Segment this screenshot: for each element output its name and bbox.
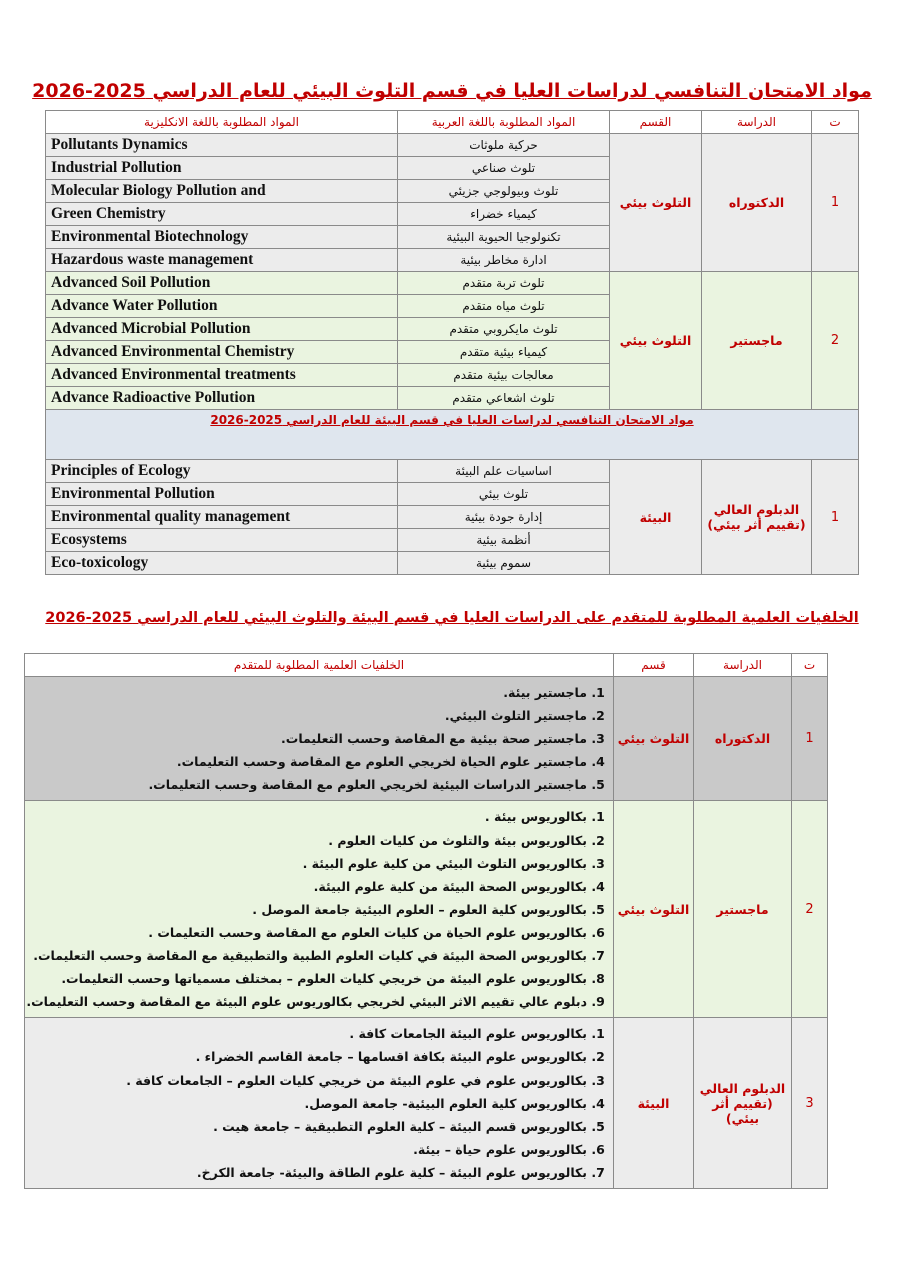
table-header-row <box>25 654 828 677</box>
list-item: 8. بكالوريوس علوم البيئة من خريجي كليات العلوم – بمختلف مسمياتها وحسب التعليمات. <box>29 967 587 990</box>
subject-arabic: إدارة جودة بيئية <box>398 506 610 529</box>
list-item: 1. بكالوريوس بيئة . <box>29 805 587 828</box>
subject-english: Advance Radioactive Pollution <box>46 387 398 410</box>
department-cell: التلوث بيئي <box>610 134 702 272</box>
subject-arabic: تلوث مياه متقدم <box>398 295 610 318</box>
backgrounds-cell <box>25 677 614 801</box>
backgrounds-list <box>29 1022 605 1184</box>
subject-arabic: تلوث اشعاعي متقدم <box>398 387 610 410</box>
subject-english: Molecular Biology Pollution and <box>46 180 398 203</box>
header-number: ت <box>792 654 828 677</box>
list-item: 6. بكالوريوس علوم حياة – بيئة. <box>29 1138 587 1161</box>
subject-english: Advanced Environmental treatments <box>46 364 398 387</box>
row-number: 1 <box>812 134 859 272</box>
row-number: 2 <box>812 272 859 410</box>
subject-arabic: كيمياء خضراء <box>398 203 610 226</box>
department-cell: البيئة <box>614 1018 694 1189</box>
list-item: 2. بكالوريوس علوم البيئة بكافة اقسامها – جامعة القاسم الخضراء . <box>29 1045 587 1068</box>
row-number: 2 <box>792 801 828 1018</box>
department-cell: التلوث بيئي <box>610 272 702 410</box>
subject-arabic: تلوث بيئي <box>398 483 610 506</box>
list-item: 2. ماجستير التلوث البيئي. <box>29 704 587 727</box>
study-cell <box>694 677 792 801</box>
list-item: 5. بكالوريوس كلية العلوم – العلوم البيئية جامعة الموصل . <box>29 898 587 921</box>
list-item: 7. بكالوريوس الصحة البيئة في كليات العلوم الطبية والتطبيقية مع المقاصة وحسب التعليمات. <box>29 944 587 967</box>
study-cell <box>694 1018 792 1189</box>
department-cell: التلوث بيئي <box>614 677 694 801</box>
header-number: ت <box>812 111 859 134</box>
subject-row <box>46 272 859 295</box>
study-label: الدكتوراه <box>714 731 771 747</box>
study-cell <box>694 801 792 1018</box>
backgrounds-cell <box>25 801 614 1018</box>
subject-arabic: تلوث صناعي <box>398 157 610 180</box>
list-item: 1. ماجستير بيئة. <box>29 681 587 704</box>
study-cell: الدكتوراه <box>702 134 812 272</box>
subject-english: Advanced Soil Pollution <box>46 272 398 295</box>
section-subtitle <box>46 410 859 460</box>
subject-arabic: تلوث وبيولوجي جزيئي <box>398 180 610 203</box>
list-item: 3. ماجستير صحة بيئية مع المقاصة وحسب التعليمات. <box>29 727 587 750</box>
subject-english: Advanced Microbial Pollution <box>46 318 398 341</box>
subject-arabic: اساسيات علم البيئة <box>398 460 610 483</box>
study-label: الدبلوم العالي <box>713 502 800 517</box>
background-row <box>25 677 828 801</box>
list-item: 3. بكالوريوس علوم في علوم البيئة من خريجي كليات العلوم – الجامعات كافة . <box>29 1069 587 1092</box>
environment-dept-title: مواد الامتحان التنافسي لدراسات العليا في قسم البيئة للعام الدراسي 2025-2026 <box>210 413 694 427</box>
table-header-row <box>46 111 859 134</box>
study-cell <box>702 460 812 575</box>
subject-arabic: أنظمة بيئية <box>398 529 610 552</box>
subject-arabic: معالجات بيئية متقدم <box>398 364 610 387</box>
background-row <box>25 1018 828 1189</box>
header-study: الدراسة <box>694 654 792 677</box>
list-item: 5. ماجستير الدراسات البيئية لخريجي العلوم مع المقاصة وحسب التعليمات. <box>29 773 587 796</box>
header-study: الدراسة <box>702 111 812 134</box>
list-item: 4. ماجستير علوم الحياة لخريجي العلوم مع المقاصة وحسب التعليمات. <box>29 750 587 773</box>
list-item: 3. بكالوريوس التلوث البيئي من كلية علوم البيئة . <box>29 852 587 875</box>
subject-arabic: تكنولوجيا الحيوية البيئية <box>398 226 610 249</box>
section-subtitle-row <box>46 410 859 460</box>
required-backgrounds-table <box>24 653 828 1189</box>
exam-subjects-table <box>45 110 859 575</box>
study-sublabel: (تقييم أثر بيئي) <box>712 1095 773 1126</box>
subject-row <box>46 460 859 483</box>
subject-english: Green Chemistry <box>46 203 398 226</box>
row-number: 1 <box>792 677 828 801</box>
subject-arabic: تلوث تربة متقدم <box>398 272 610 295</box>
subject-arabic: كيمياء بيئية متقدم <box>398 341 610 364</box>
backgrounds-list <box>26 805 605 1013</box>
header-department: القسم <box>610 111 702 134</box>
list-item: 4. بكالوريوس الصحة البيئة من كلية علوم البيئة. <box>29 875 587 898</box>
header-arabic-subjects: المواد المطلوبة باللغة العربية <box>398 111 610 134</box>
list-item: 9. دبلوم عالي تقييم الاثر البيئي لخريجي بكالوريوس علوم البيئة مع المقاصة وحسب التعليمات. <box>29 990 587 1013</box>
list-item: 4. بكالوريوس كلية العلوم البيئية- جامعة الموصل. <box>29 1092 587 1115</box>
subject-english: Environmental Biotechnology <box>46 226 398 249</box>
subject-english: Industrial Pollution <box>46 157 398 180</box>
background-row <box>25 801 828 1018</box>
list-item: 2. بكالوريوس بيئة والتلوث من كليات العلوم . <box>29 829 587 852</box>
list-item: 7. بكالوريوس علوم البيئة – كلية علوم الطاقة والبيئة- جامعة الكرخ. <box>29 1161 587 1184</box>
backgrounds-list <box>29 681 605 796</box>
header-department: قسم <box>614 654 694 677</box>
study-cell: ماجستير <box>702 272 812 410</box>
page-title: مواد الامتحان التنافسي لدراسات العليا في قسم التلوث البيئي للعام الدراسي 2025-2026 <box>32 80 872 102</box>
subject-english: Environmental quality management <box>46 506 398 529</box>
list-item: 5. بكالوريوس قسم البيئة – كلية العلوم التطبيقية – جامعة هيت . <box>29 1115 587 1138</box>
subject-arabic: ادارة مخاطر بيئية <box>398 249 610 272</box>
department-cell: التلوث بيئي <box>614 801 694 1018</box>
study-sublabel: (تقييم أثر بيئي) <box>707 517 806 532</box>
study-label: الدبلوم العالي <box>699 1080 786 1096</box>
backgrounds-cell <box>25 1018 614 1189</box>
subject-arabic: حركية ملوثات <box>398 134 610 157</box>
subject-arabic: سموم بيئية <box>398 552 610 575</box>
list-item: 1. بكالوريوس علوم البيئة الجامعات كافة . <box>29 1022 587 1045</box>
list-item: 6. بكالوريوس علوم الحياة من كليات العلوم مع المقاصة وحسب التعليمات . <box>29 921 587 944</box>
subject-english: Advanced Environmental Chemistry <box>46 341 398 364</box>
subject-arabic: تلوث مايكروبي متقدم <box>398 318 610 341</box>
subject-english: Advance Water Pollution <box>46 295 398 318</box>
backgrounds-title: الخلفيات العلمية المطلوبة للمتقدم على الدراسات العليا في قسم البيئة والتلوث البيئي للعام الدراسي 2025-2026 <box>45 610 859 626</box>
study-label: ماجستير <box>716 901 769 917</box>
subject-english: Eco-toxicology <box>46 552 398 575</box>
row-number: 3 <box>792 1018 828 1189</box>
subject-english: Hazardous waste management <box>46 249 398 272</box>
header-english-subjects: المواد المطلوبة باللغة الانكليزية <box>46 111 398 134</box>
subject-row <box>46 134 859 157</box>
subject-english: Ecosystems <box>46 529 398 552</box>
row-number: 1 <box>812 460 859 575</box>
subject-english: Principles of Ecology <box>46 460 398 483</box>
header-backgrounds: الخلفيات العلمية المطلوبة للمتقدم <box>25 654 614 677</box>
department-cell: البيئة <box>610 460 702 575</box>
subject-english: Pollutants Dynamics <box>46 134 398 157</box>
subject-english: Environmental Pollution <box>46 483 398 506</box>
